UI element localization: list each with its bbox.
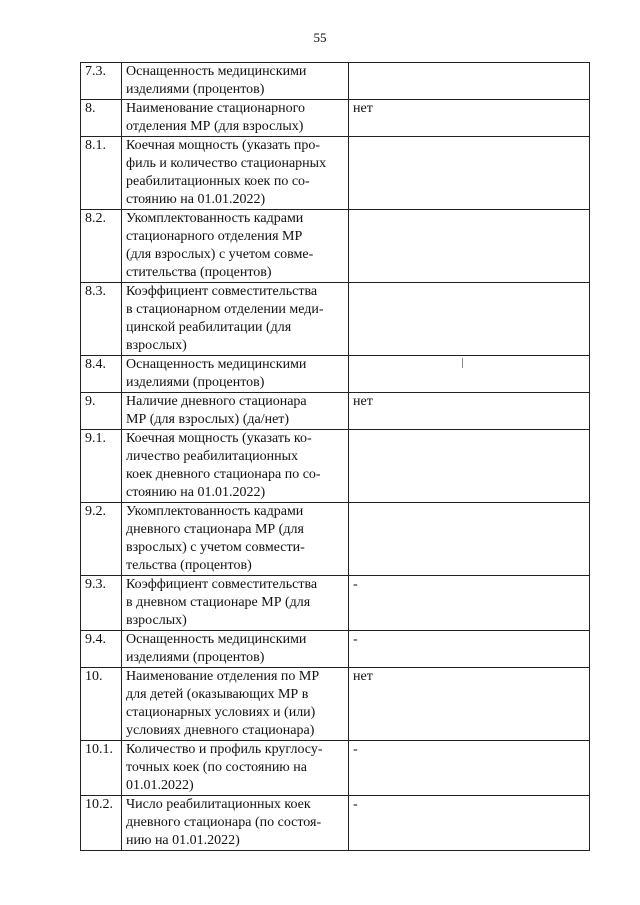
row-value: - [349,796,590,851]
row-description: Коэффициент совместительства в стационарном отделении меди- цинской реабилитации (для взрослых) [122,283,349,356]
row-description: Наименование стационарного отделения МР (для взрослых) [122,100,349,137]
row-number: 10. [81,668,122,741]
table-row [81,210,590,283]
row-number: 9. [81,393,122,430]
row-number: 8.1. [81,137,122,210]
row-number: 8.3. [81,283,122,356]
page-number: 55 [313,30,327,45]
row-number: 9.4. [81,631,122,668]
row-value [349,210,590,283]
row-description: Число реабилитационных коек дневного стационара (по состоя- нию на 01.01.2022) [122,796,349,851]
row-description: Коечная мощность (указать про- филь и количество стационарных реабилитационных коек по со- стоянию на 01.01.2022) [122,137,349,210]
row-number: 8. [81,100,122,137]
table-row [81,393,590,430]
row-description: Оснащенность медицинскими изделиями (процентов) [122,63,349,100]
table-row [81,741,590,796]
row-number: 9.3. [81,576,122,631]
table-body [81,63,590,851]
row-value: - [349,631,590,668]
table-row [81,796,590,851]
row-number: 9.2. [81,503,122,576]
table-row [81,631,590,668]
row-value [349,356,590,393]
row-value: нет [349,668,590,741]
row-value [349,503,590,576]
row-description: Количество и профиль круглосу- точных коек (по состоянию на 01.01.2022) [122,741,349,796]
row-description: Наличие дневного стационара МР (для взрослых) (да/нет) [122,393,349,430]
row-value [349,430,590,503]
row-number: 10.2. [81,796,122,851]
row-number: 8.2. [81,210,122,283]
row-number: 9.1. [81,430,122,503]
row-value: нет [349,100,590,137]
table-row [81,100,590,137]
row-description: Оснащенность медицинскими изделиями (процентов) [122,356,349,393]
table-row [81,356,590,393]
row-description: Коечная мощность (указать ко- личество реабилитационных коек дневного стационара по со- стоянию на 01.01.2022) [122,430,349,503]
row-number: 8.4. [81,356,122,393]
table-row [81,430,590,503]
row-number: 10.1. [81,741,122,796]
row-description: Наименование отделения по МР для детей (оказывающих МР в стационарных условиях и (или) условиях дневного стационара) [122,668,349,741]
row-value [349,283,590,356]
table-row [81,137,590,210]
table-row [81,503,590,576]
row-number: 7.3. [81,63,122,100]
row-value [349,137,590,210]
table-row [81,668,590,741]
row-value: нет [349,393,590,430]
table-row [81,63,590,100]
row-description: Коэффициент совместительства в дневном стационаре МР (для взрослых) [122,576,349,631]
row-description: Оснащенность медицинскими изделиями (процентов) [122,631,349,668]
report-table [80,62,590,851]
row-value: - [349,741,590,796]
row-description: Укомплектованность кадрами стационарного отделения МР (для взрослых) с учетом совме- стительства (процентов) [122,210,349,283]
table-row [81,283,590,356]
row-value [349,63,590,100]
scan-mark [462,358,463,368]
row-description: Укомплектованность кадрами дневного стационара МР (для взрослых) с учетом совмести- тельства (процентов) [122,503,349,576]
table-row [81,576,590,631]
row-value: - [349,576,590,631]
